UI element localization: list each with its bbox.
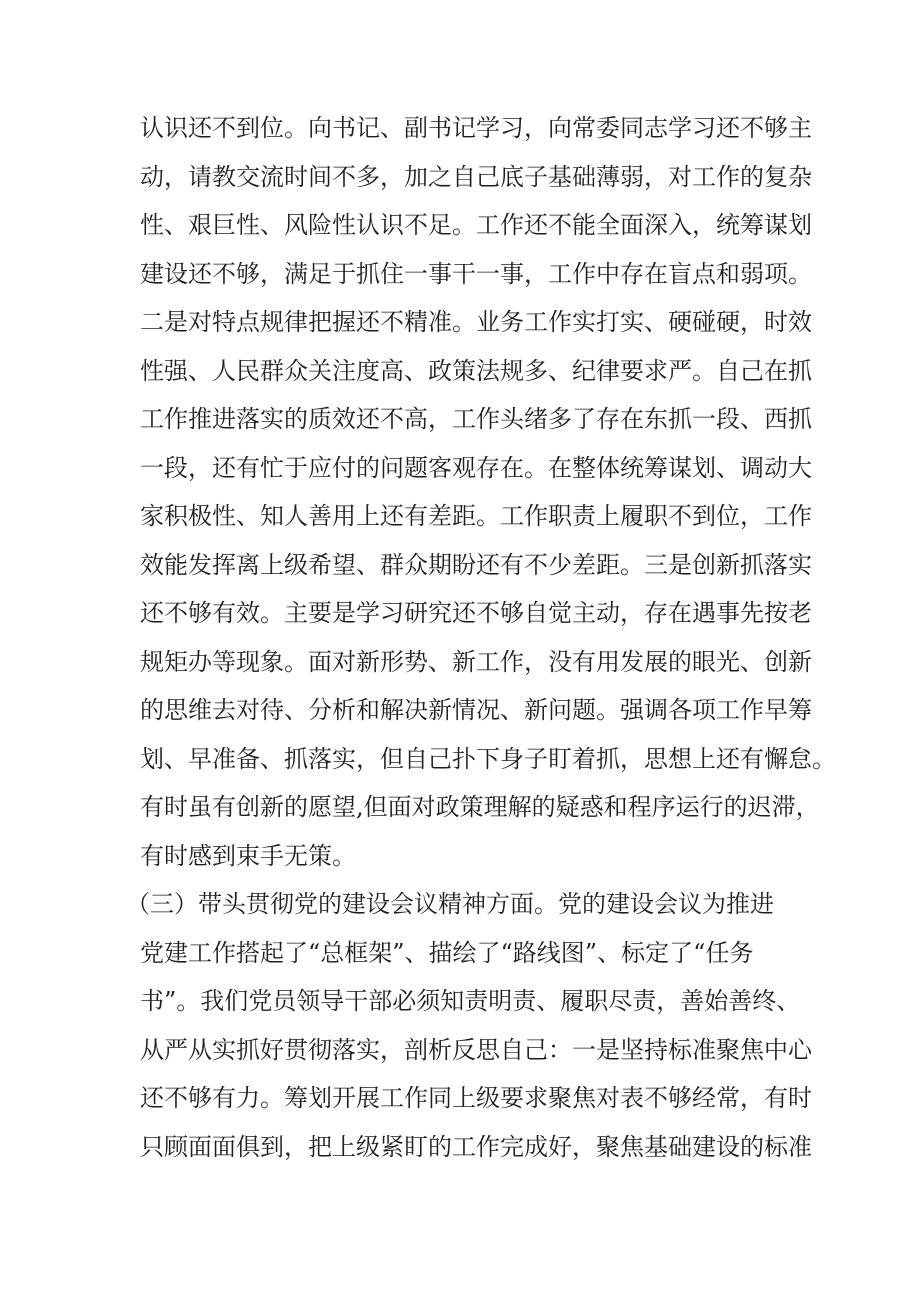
text-line: 家积极性、知人善用上还有差距。工作职责上履职不到位，工作: [140, 502, 812, 530]
text-line: 还不够有力。筹划开展工作同上级要求聚焦对表不够经常，有时: [140, 1084, 812, 1112]
text-line: 规矩办等现象。面对新形势、新工作，没有用发展的眼光、创新: [140, 647, 812, 676]
text-line: 的思维去对待、分析和解决新情况、新问题。强调各项工作早筹: [140, 696, 812, 724]
text-line: 只顾面面俱到，把上级紧盯的工作完成好，聚焦基础建设的标准: [140, 1132, 812, 1161]
document-body: [126, 104, 836, 1171]
text-line: 认识还不到位。向书记、副书记学习，向常委同志学习还不够主: [140, 114, 812, 142]
text-line: 动，请教交流时间不多，加之自己底子基础薄弱，对工作的复杂: [140, 162, 812, 191]
text-line: 党建工作搭起了“总框架”、描绘了“路线图”、标定了“任务: [140, 938, 754, 967]
text-line: 建设还不够，满足于抓住一事干一事，工作中存在盲点和弱项。: [140, 259, 812, 288]
text-line: 书”。我们党员领导干部必须知责明责、履职尽责，善始善终、: [140, 987, 801, 1015]
text-line: 有时感到束手无策。: [140, 841, 356, 870]
text-line: 从严从实抓好贯彻落实，剖析反思自己：一是坚持标准聚焦中心: [140, 1035, 812, 1064]
text-line: 一段，还有忙于应付的问题客观存在。在整体统筹谋划、调动大: [140, 453, 812, 482]
text-line: 有时虽有创新的愿望,但面对政策理解的疑惑和程序运行的迟滞，: [140, 793, 820, 821]
text-line: 还不够有效。主要是学习研究还不够自觉主动，存在遇事先按老: [140, 599, 812, 627]
text-line: 工作推进落实的质效还不高，工作头绪多了存在东抓一段、西抓: [140, 405, 812, 433]
text-line: 性、艰巨性、风险性认识不足。工作还不能全面深入，统筹谋划: [140, 211, 812, 239]
text-line: 划、早准备、抓落实，但自己扑下身子盯着抓，思想上还有懈怠。: [140, 744, 836, 773]
text-line: 效能发挥离上级希望、群众期盼还有不少差距。三是创新抓落实: [140, 550, 812, 579]
text-line: 性强、人民群众关注度高、政策法规多、纪律要求严。自己在抓: [140, 356, 812, 385]
section-heading-line: （三）带头贯彻党的建设会议精神方面。党的建设会议为推进: [126, 890, 774, 918]
text-line: 二是对特点规律把握还不精准。业务工作实打实、硬碰硬，时效: [140, 308, 812, 336]
